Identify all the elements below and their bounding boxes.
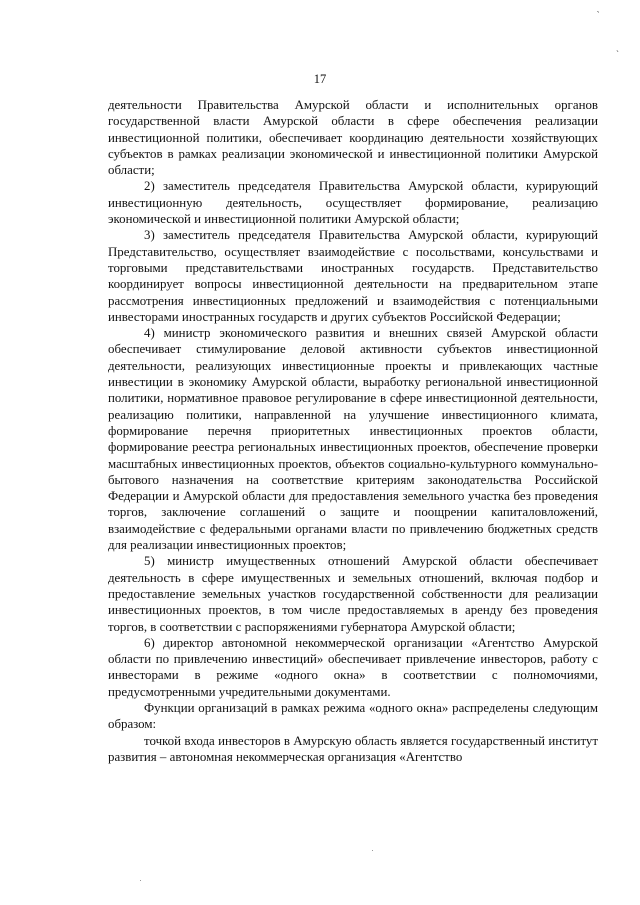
document-body [108, 97, 598, 765]
scan-mark: ‵ [597, 10, 600, 20]
paragraph: Функции организаций в рамках режима «одного окна» распределены следующим образом: [108, 700, 598, 732]
paragraph: 2) заместитель председателя Правительства Амурской области, курирующий инвестиционную деятельность, осуществляет формирование, реализацию экономической и инвестиционной политики Амурской области; [108, 179, 598, 227]
paragraph: 6) директор автономной некоммерческой организации «Агентство Амурской области по привлечению инвестиций» обеспечивает привлечение инвесторов, работу с инвесторами в режиме «одного окна» в соответствии с полномочиями, предусмотренными учредительными документами. [108, 635, 598, 699]
paragraph: 3) заместитель председателя Правительства Амурской области, курирующий Представительство, осуществляет взаимодействие с посольствами, консульствами и торговыми представительствами иностранных государств. Представительство координирует вопросы инвестиционной деятельности на предварительном этапе рассмотрения инвестиционных предложений и взаимодействия с потенциальными инвесторами иностранных государств и других субъектов Российской Федерации; [108, 228, 598, 324]
scan-speck [140, 880, 141, 881]
scan-speck [372, 850, 373, 851]
scan-mark: ˎ [616, 42, 619, 52]
page-number: 17 [313, 72, 327, 86]
paragraph: 4) министр экономического развития и внешних связей Амурской области обеспечивает стимулирование деловой активности субъектов инвестиционной деятельности, реализующих инвестиционные проекты и привлекающих частные инвестиции в экономику Амурской области, выработку региональной инвестиционной политики, нормативное правовое регулирование в сфере инвестиционной деятельности, реализацию политики, направленной на улучшение инвестиционного климата, формирование перечня приоритетных инвестиционных проектов области, формирование реестра региональных инвестиционных проектов, обеспечение проверки масштабных инвестиционных проектов, объектов социально-культурного коммунально-бытового назначения на соответствие критериям законодательства Российской Федерации и Амурской области для предоставления земельного участка без проведения торгов, заключение соглашений о защите и поощрении капиталовложений, взаимодействие с федеральными органами власти по привлечению бюджетных средств для реализации инвестиционных проектов; [108, 326, 598, 553]
paragraph: точкой входа инвесторов в Амурскую область является государственный институт развития – автономная некоммерческая организация «Агентство [108, 733, 598, 764]
paragraph: деятельности Правительства Амурской области и исполнительных органов государственной власти Амурской области в сфере обеспечения реализации инвестиционной политики, обеспечивает координацию деятельности хозяйствующих субъектов в рамках реализации экономической и инвестиционной политики Амурской области; [108, 98, 598, 178]
paragraph: 5) министр имущественных отношений Амурской области обеспечивает деятельность в сфере имущественных и земельных отношений, включая подбор и предоставление земельных участков государственной собственности для реализации инвестиционных проектов, в том числе предоставляемых в аренду без проведения торгов, в соответствии с распоряжениями губернатора Амурской области; [108, 554, 598, 634]
